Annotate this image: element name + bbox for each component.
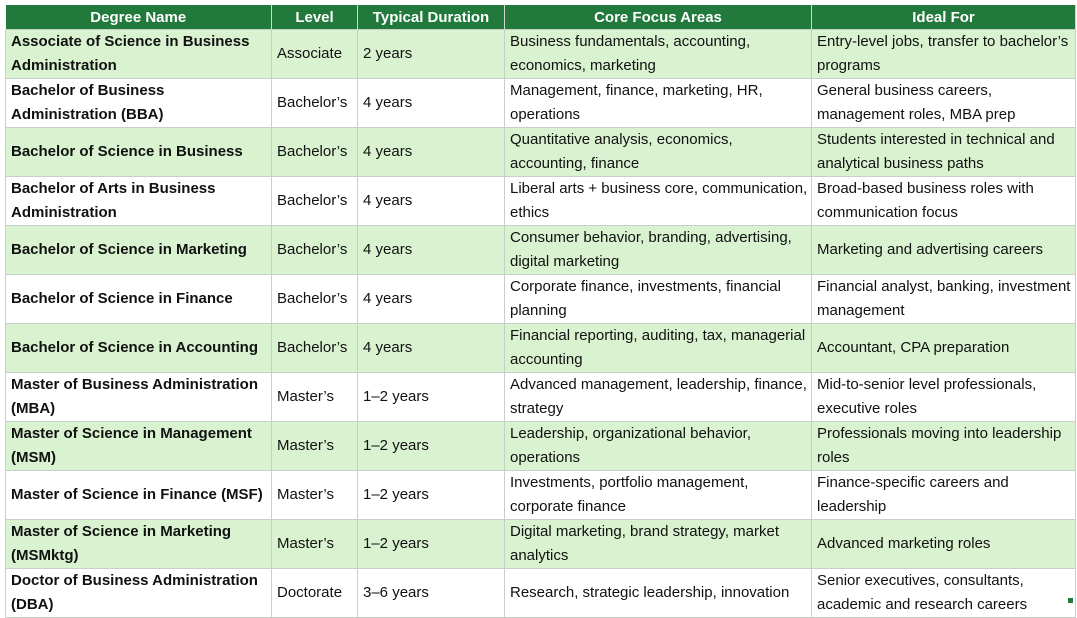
table-row bbox=[6, 177, 1076, 226]
cell-level[interactable]: Bachelor’s bbox=[272, 324, 358, 373]
cell-degree-name[interactable]: Bachelor of Arts in Business Administration bbox=[6, 177, 272, 226]
cell-level[interactable]: Bachelor’s bbox=[272, 226, 358, 275]
cell-degree-name[interactable]: Bachelor of Science in Finance bbox=[6, 275, 272, 324]
table-row bbox=[6, 520, 1076, 569]
header-typical-duration[interactable]: Typical Duration bbox=[358, 5, 505, 30]
cell-ideal-for[interactable]: Professionals moving into leadership roles bbox=[812, 422, 1076, 471]
cell-ideal-for[interactable]: Advanced marketing roles bbox=[812, 520, 1076, 569]
header-core-focus-areas[interactable]: Core Focus Areas bbox=[505, 5, 812, 30]
cell-degree-name[interactable]: Bachelor of Business Administration (BBA) bbox=[6, 79, 272, 128]
table-row bbox=[6, 79, 1076, 128]
cell-level[interactable]: Bachelor’s bbox=[272, 128, 358, 177]
table-row bbox=[6, 569, 1076, 618]
cell-ideal-for[interactable]: Senior executives, consultants, academic and research careers bbox=[812, 569, 1076, 618]
cell-ideal-for[interactable]: Entry-level jobs, transfer to bachelor’s programs bbox=[812, 30, 1076, 79]
header-degree-name[interactable]: Degree Name bbox=[6, 5, 272, 30]
cell-core-focus[interactable]: Financial reporting, auditing, tax, managerial accounting bbox=[505, 324, 812, 373]
cell-level[interactable]: Doctorate bbox=[272, 569, 358, 618]
cell-core-focus[interactable]: Research, strategic leadership, innovation bbox=[505, 569, 812, 618]
cell-duration[interactable]: 1–2 years bbox=[358, 471, 505, 520]
cell-level[interactable]: Associate bbox=[272, 30, 358, 79]
selection-fill-handle[interactable] bbox=[1068, 598, 1073, 603]
cell-ideal-for[interactable]: Financial analyst, banking, investment management bbox=[812, 275, 1076, 324]
table-row bbox=[6, 324, 1076, 373]
cell-degree-name[interactable]: Master of Science in Marketing (MSMktg) bbox=[6, 520, 272, 569]
cell-degree-name[interactable]: Bachelor of Science in Marketing bbox=[6, 226, 272, 275]
cell-ideal-for[interactable]: General business careers, management roles, MBA prep bbox=[812, 79, 1076, 128]
cell-core-focus[interactable]: Digital marketing, brand strategy, market analytics bbox=[505, 520, 812, 569]
cell-duration[interactable]: 4 years bbox=[358, 79, 505, 128]
cell-core-focus[interactable]: Advanced management, leadership, finance, strategy bbox=[505, 373, 812, 422]
cell-duration[interactable]: 4 years bbox=[358, 177, 505, 226]
cell-core-focus[interactable]: Leadership, organizational behavior, operations bbox=[505, 422, 812, 471]
cell-level[interactable]: Master’s bbox=[272, 422, 358, 471]
cell-core-focus[interactable]: Quantitative analysis, economics, accounting, finance bbox=[505, 128, 812, 177]
cell-duration[interactable]: 4 years bbox=[358, 128, 505, 177]
header-row bbox=[6, 5, 1076, 30]
cell-level[interactable]: Bachelor’s bbox=[272, 79, 358, 128]
cell-level[interactable]: Bachelor’s bbox=[272, 275, 358, 324]
cell-core-focus[interactable]: Investments, portfolio management, corporate finance bbox=[505, 471, 812, 520]
cell-ideal-for[interactable]: Mid-to-senior level professionals, executive roles bbox=[812, 373, 1076, 422]
cell-duration[interactable]: 4 years bbox=[358, 275, 505, 324]
cell-ideal-for[interactable]: Finance-specific careers and leadership bbox=[812, 471, 1076, 520]
cell-ideal-for[interactable]: Accountant, CPA preparation bbox=[812, 324, 1076, 373]
cell-duration[interactable]: 1–2 years bbox=[358, 520, 505, 569]
cell-ideal-for[interactable]: Broad-based business roles with communication focus bbox=[812, 177, 1076, 226]
cell-degree-name[interactable]: Bachelor of Science in Accounting bbox=[6, 324, 272, 373]
cell-level[interactable]: Master’s bbox=[272, 373, 358, 422]
cell-degree-name[interactable]: Doctor of Business Administration (DBA) bbox=[6, 569, 272, 618]
header-level[interactable]: Level bbox=[272, 5, 358, 30]
table-row bbox=[6, 471, 1076, 520]
cell-core-focus[interactable]: Business fundamentals, accounting, economics, marketing bbox=[505, 30, 812, 79]
table-body bbox=[6, 30, 1076, 618]
cell-ideal-for[interactable]: Marketing and advertising careers bbox=[812, 226, 1076, 275]
cell-degree-name[interactable]: Master of Science in Management (MSM) bbox=[6, 422, 272, 471]
cell-duration[interactable]: 3–6 years bbox=[358, 569, 505, 618]
cell-core-focus[interactable]: Liberal arts + business core, communication, ethics bbox=[505, 177, 812, 226]
cell-ideal-for[interactable]: Students interested in technical and analytical business paths bbox=[812, 128, 1076, 177]
header-ideal-for[interactable]: Ideal For bbox=[812, 5, 1076, 30]
cell-degree-name[interactable]: Associate of Science in Business Administration bbox=[6, 30, 272, 79]
table-row bbox=[6, 373, 1076, 422]
cell-core-focus[interactable]: Management, finance, marketing, HR, operations bbox=[505, 79, 812, 128]
cell-duration[interactable]: 1–2 years bbox=[358, 422, 505, 471]
table-row bbox=[6, 128, 1076, 177]
table-row bbox=[6, 275, 1076, 324]
degree-table bbox=[5, 5, 1076, 618]
cell-degree-name[interactable]: Bachelor of Science in Business bbox=[6, 128, 272, 177]
cell-level[interactable]: Bachelor’s bbox=[272, 177, 358, 226]
cell-duration[interactable]: 1–2 years bbox=[358, 373, 505, 422]
table-row bbox=[6, 30, 1076, 79]
cell-degree-name[interactable]: Master of Business Administration (MBA) bbox=[6, 373, 272, 422]
cell-core-focus[interactable]: Consumer behavior, branding, advertising, digital marketing bbox=[505, 226, 812, 275]
cell-duration[interactable]: 4 years bbox=[358, 324, 505, 373]
cell-level[interactable]: Master’s bbox=[272, 520, 358, 569]
cell-duration[interactable]: 2 years bbox=[358, 30, 505, 79]
table-row bbox=[6, 422, 1076, 471]
cell-duration[interactable]: 4 years bbox=[358, 226, 505, 275]
cell-core-focus[interactable]: Corporate finance, investments, financial planning bbox=[505, 275, 812, 324]
cell-level[interactable]: Master’s bbox=[272, 471, 358, 520]
table-row bbox=[6, 226, 1076, 275]
cell-degree-name[interactable]: Master of Science in Finance (MSF) bbox=[6, 471, 272, 520]
